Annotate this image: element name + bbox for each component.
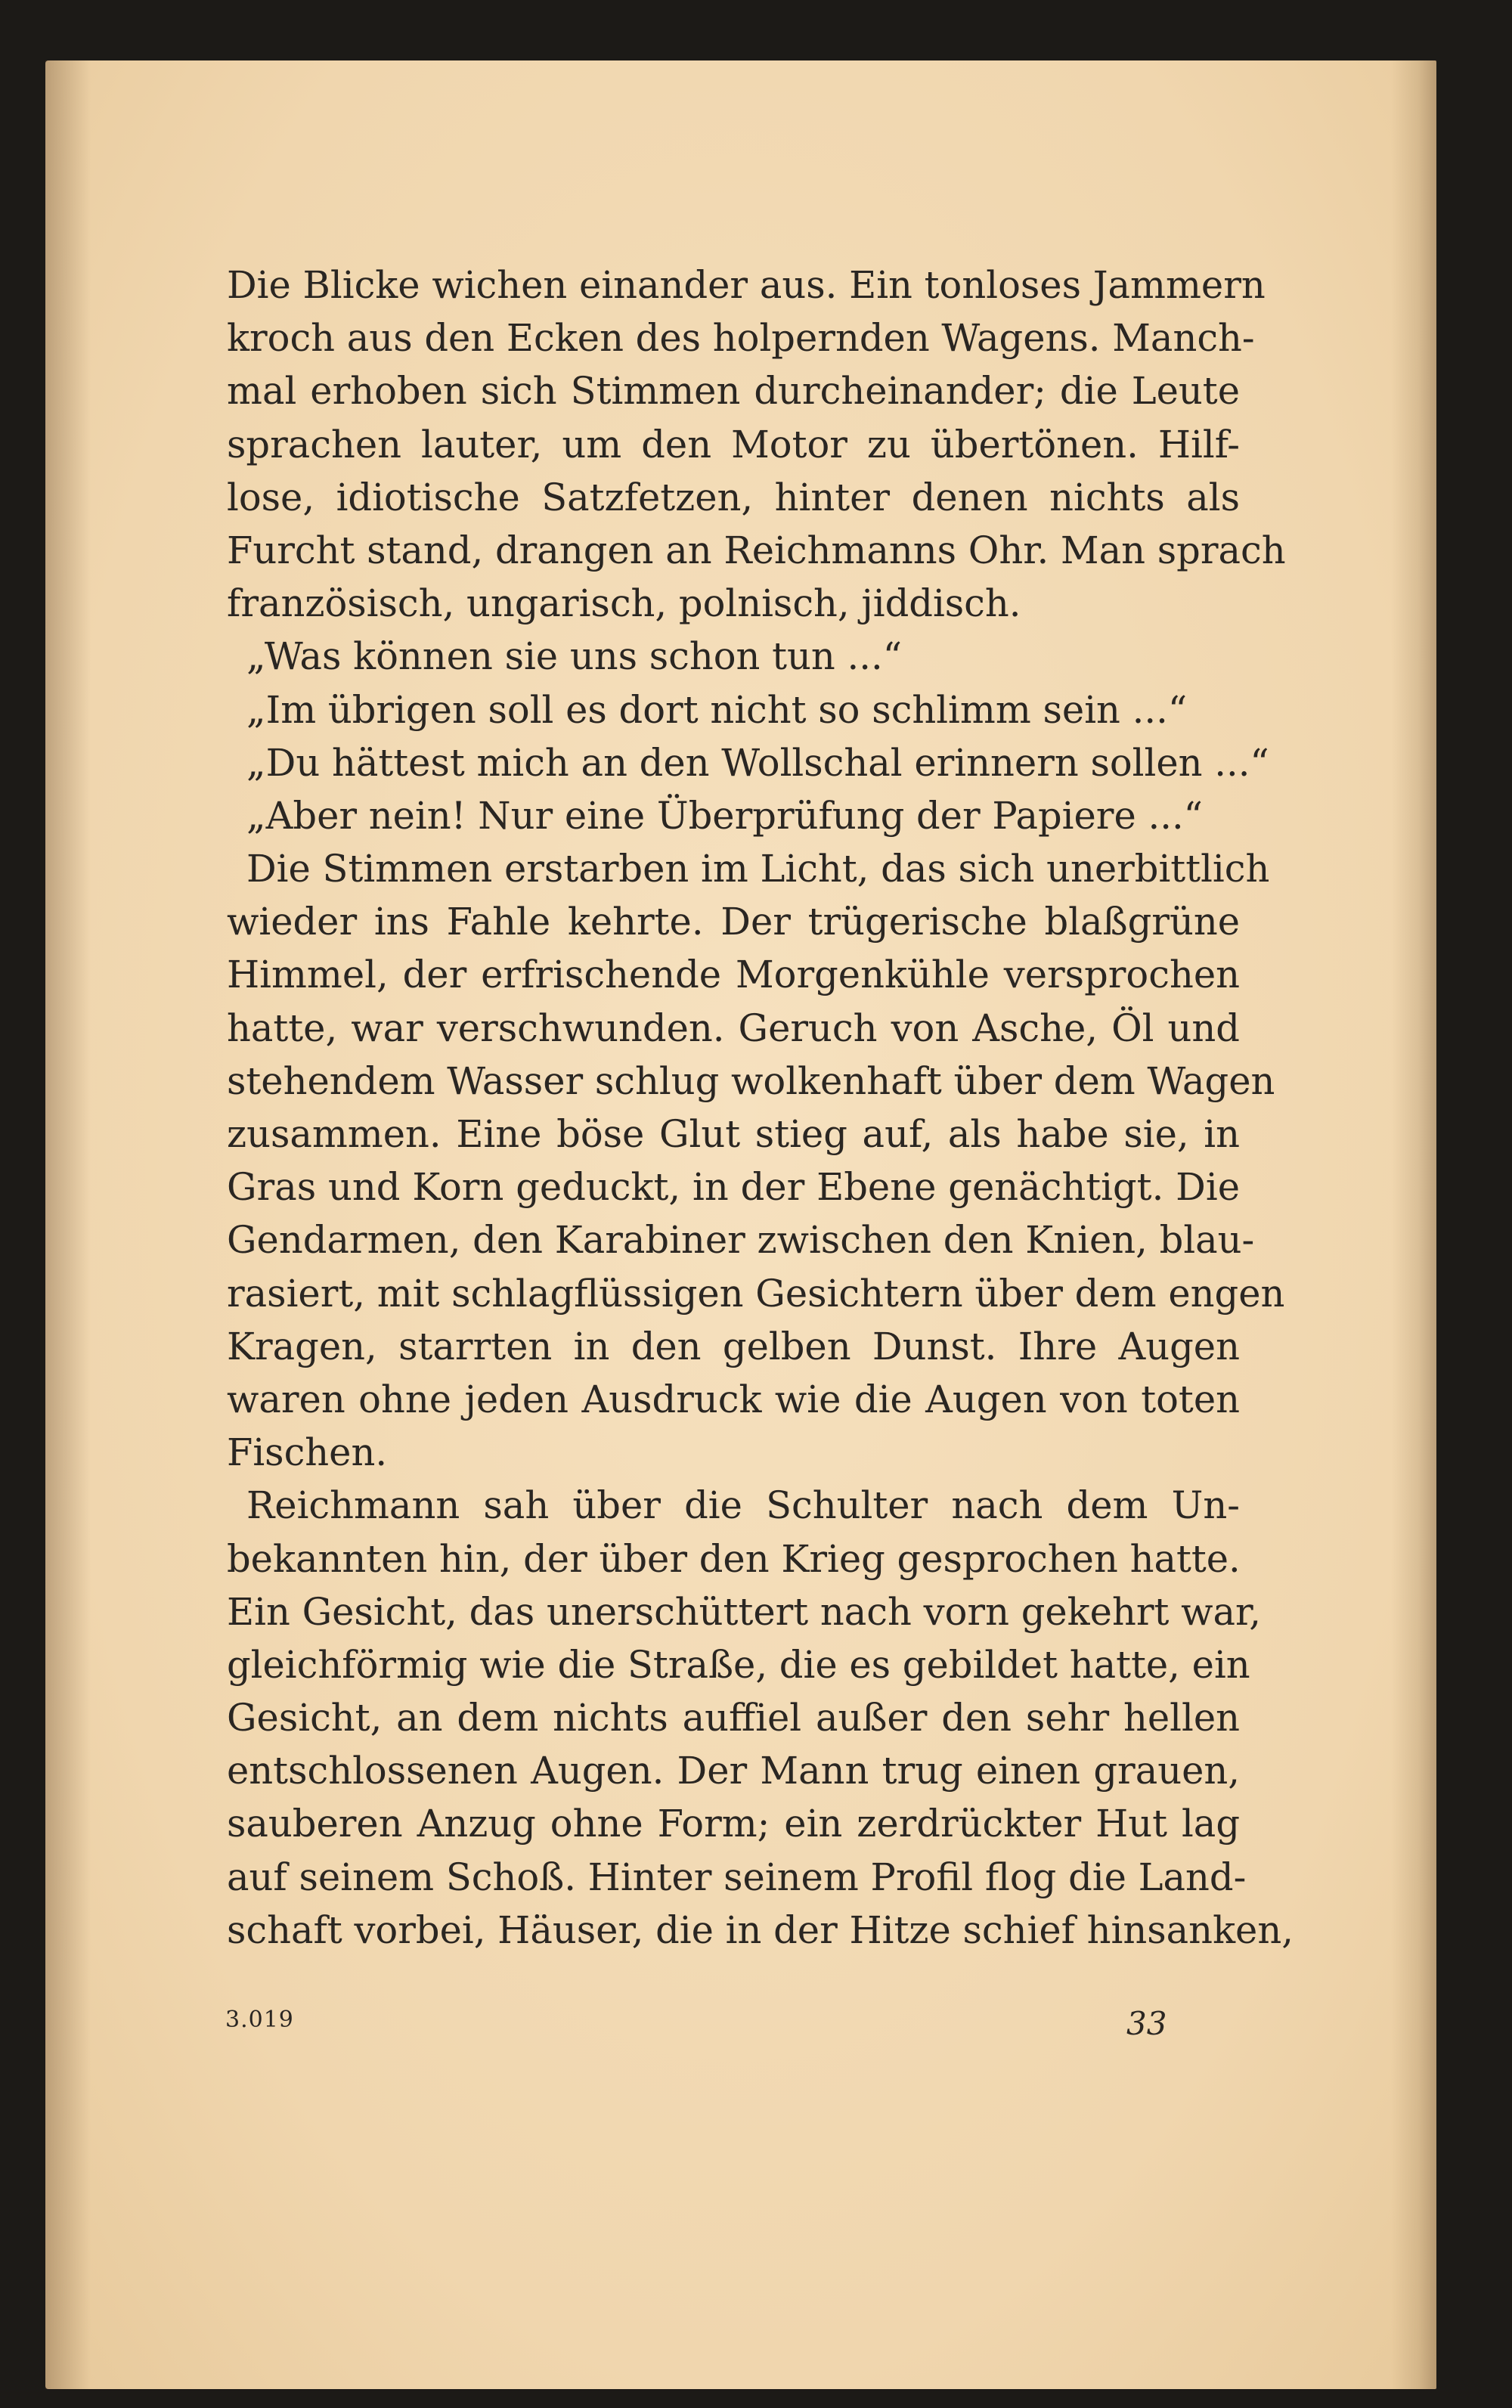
text-line: Die Stimmen erstarben im Licht, das sich unerbittlich xyxy=(246,847,1270,891)
text-line: rasiert, mit schlagflüssigen Gesichtern über dem engen xyxy=(227,1271,1285,1316)
text-line: zusammen. Eine böse Glut stieg auf, als habe sie, in xyxy=(227,1112,1240,1156)
text-line: hatte, war verschwunden. Geruch von Asche, Öl und xyxy=(227,1006,1240,1050)
text-line: gleichförmig wie die Straße, die es gebildet hatte, ein xyxy=(227,1642,1250,1687)
text-line: Gendarmen, den Karabiner zwischen den Knien, blau- xyxy=(227,1218,1255,1263)
text-line: wieder ins Fahle kehrte. Der trügerische blaßgrüne xyxy=(227,900,1240,944)
page-gutter-shadow xyxy=(45,60,91,2389)
text-line: entschlossenen Augen. Der Mann trug einen grauen, xyxy=(227,1749,1240,1793)
text-line: Himmel, der erfrischende Morgenkühle versprochen xyxy=(227,953,1240,997)
text-line: sprachen lauter, um den Motor zu übertönen. Hilf- xyxy=(227,422,1240,466)
page-edge-shadow xyxy=(1391,60,1436,2389)
text-line: Ein Gesicht, das unerschüttert nach vorn gekehrt war, xyxy=(227,1589,1261,1634)
text-line: Furcht stand, drangen an Reichmanns Ohr. Man sprach xyxy=(227,528,1286,572)
text-line: Kragen, starrten in den gelben Dunst. Ihre Augen xyxy=(227,1324,1240,1368)
text-line: sauberen Anzug ohne Form; ein zerdrückter Hut lag xyxy=(227,1802,1240,1846)
page-number: 33 xyxy=(1126,2005,1167,2042)
text-line: Die Blicke wichen einander aus. Ein tonloses Jammern xyxy=(227,263,1266,307)
quote-line: „Was können sie uns schon tun ...“ xyxy=(246,634,903,679)
printer-signature: 3.019 xyxy=(225,2007,294,2033)
text-line: waren ohne jeden Ausdruck wie die Augen von toten xyxy=(227,1377,1240,1421)
text-line: französisch, ungarisch, polnisch, jiddisch. xyxy=(227,581,1021,626)
text-line: bekannten hin, der über den Krieg gesprochen hatte. xyxy=(227,1536,1241,1581)
book-page xyxy=(45,60,1436,2389)
text-line: Gras und Korn geduckt, in der Ebene genächtigt. Die xyxy=(227,1165,1240,1210)
text-line: mal erhoben sich Stimmen durcheinander; die Leute xyxy=(227,369,1240,414)
text-line: Reichmann sah über die Schulter nach dem Un- xyxy=(246,1483,1240,1528)
text-line: Fischen. xyxy=(227,1430,388,1475)
quote-line: „Du hättest mich an den Wollschal erinnern sollen ...“ xyxy=(246,740,1269,785)
text-line: kroch aus den Ecken des holpernden Wagens. Manch- xyxy=(227,316,1255,361)
text-line: schaft vorbei, Häuser, die in der Hitze schief hinsanken, xyxy=(227,1907,1294,1952)
body-text xyxy=(227,259,1294,1957)
text-line: Gesicht, an dem nichts auffiel außer den sehr hellen xyxy=(227,1696,1240,1740)
text-line: lose, idiotische Satzfetzen, hinter denen nichts als xyxy=(227,475,1240,519)
text-line: auf seinem Schoß. Hinter seinem Profil flog die Land- xyxy=(227,1855,1247,1899)
quote-line: „Im übrigen soll es dort nicht so schlimm sein ...“ xyxy=(246,687,1188,732)
text-line: stehendem Wasser schlug wolkenhaft über dem Wagen xyxy=(227,1058,1275,1103)
quote-line: „Aber nein! Nur eine Überprüfung der Papiere ...“ xyxy=(246,793,1203,838)
